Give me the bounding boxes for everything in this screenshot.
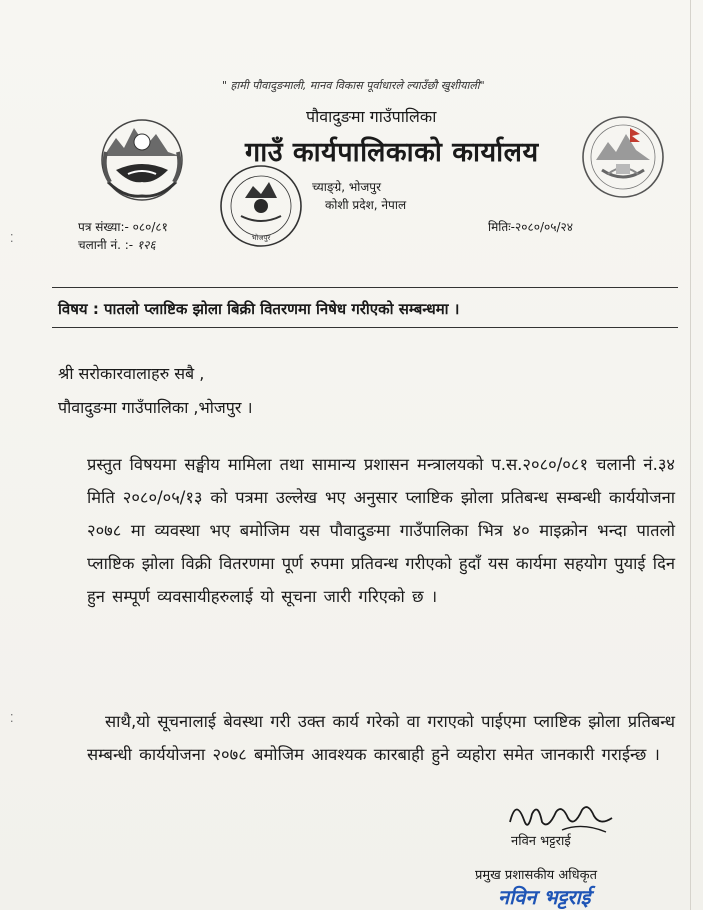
recipient-line-1: श्री सरोकारवालाहरु सबै , bbox=[58, 364, 205, 383]
municipality-name: पौवादुङमा गाउँपालिका bbox=[306, 107, 437, 126]
subject-rule-bottom bbox=[52, 327, 678, 328]
address-line-2: कोशी प्रदेश, नेपाल bbox=[325, 198, 407, 212]
reference-value: ०८०/८१ bbox=[132, 220, 168, 234]
dispatch-label: चलानी नं. :- bbox=[78, 238, 134, 252]
municipality-logo bbox=[578, 112, 668, 206]
svg-text:भोजपुर: भोजपुर bbox=[251, 234, 271, 242]
name-stamp: नविन भट्टराई bbox=[498, 885, 591, 909]
reference-label: पत्र संख्या:- bbox=[78, 220, 129, 234]
office-seal-stamp bbox=[215, 160, 307, 256]
letter-date: मितिः-२०८०/०५/२४ bbox=[488, 220, 573, 234]
address-line-1: च्याङ्ग्रे, भोजपुर bbox=[312, 180, 382, 194]
motto: " हामी पौवादुङमाली, मानव विकास पूर्वाधारले ल्याउँछौ खुशीयाली" bbox=[222, 79, 485, 92]
signatory-designation: प्रमुख प्रशासकीय अधिकृत bbox=[475, 868, 598, 883]
signatory-name: नविन भट्टराई bbox=[511, 834, 571, 849]
punch-mark: ⁚ bbox=[10, 712, 14, 725]
subject-rule-top bbox=[52, 287, 678, 288]
dispatch-number bbox=[78, 236, 156, 253]
government-emblem-logo bbox=[94, 112, 190, 208]
office-title: गाउँ कार्यपालिकाको कार्यालय bbox=[245, 137, 539, 168]
page-edge bbox=[690, 0, 691, 910]
subject-line: विषय : पातलो प्लाष्टिक झोला बिक्री वितरणमा निषेध गरीएको सम्बन्धमा । bbox=[58, 300, 460, 318]
body-paragraph-1: प्रस्तुत विषयमा सङ्घीय मामिला तथा सामान्य प्रशासन मन्त्रालयको प.स.२०८०/०८१ चलानी नं.३४ मिति २०८०/०५/१३ को पत्रमा उल्लेख भए अनुसार प्लाष्टिक झोला प्रतिबन्ध सम्बन्धी कार्ययोजना २०७८ मा व्यवस्था भए बमोजिम यस पौवादुङमा गाउँपालिका भित्र ४० माइक्रोन भन्दा पातलो प्लाष्टिक झोला विक्री वितरणमा पूर्ण रुपमा प्रतिवन्ध गरीएको हुदाँ यस कार्यमा सहयोग पुयाई दिन हुन सम्पूर्ण व्यवसायीहरुलाई यो सूचना जारी गरिएको छ । bbox=[87, 455, 675, 606]
dispatch-value: १२६ bbox=[136, 238, 156, 252]
body-paragraph-2: साथै,यो सूचनालाई बेवस्था गरी उक्त कार्य गरेको वा गराएको पाईएमा प्लाष्टिक झोला प्रतिबन्ध सम्बन्धी कार्ययोजना २०७८ बमोजिम आवश्यक कारबाही हुने व्यहोरा समेत जानकारी गराईन्छ । bbox=[87, 712, 675, 764]
punch-mark: ⁚ bbox=[10, 232, 14, 245]
reference-number bbox=[78, 218, 168, 235]
recipient-line-2: पौवादुङमा गाउँपालिका ,भोजपुर । bbox=[58, 398, 253, 417]
